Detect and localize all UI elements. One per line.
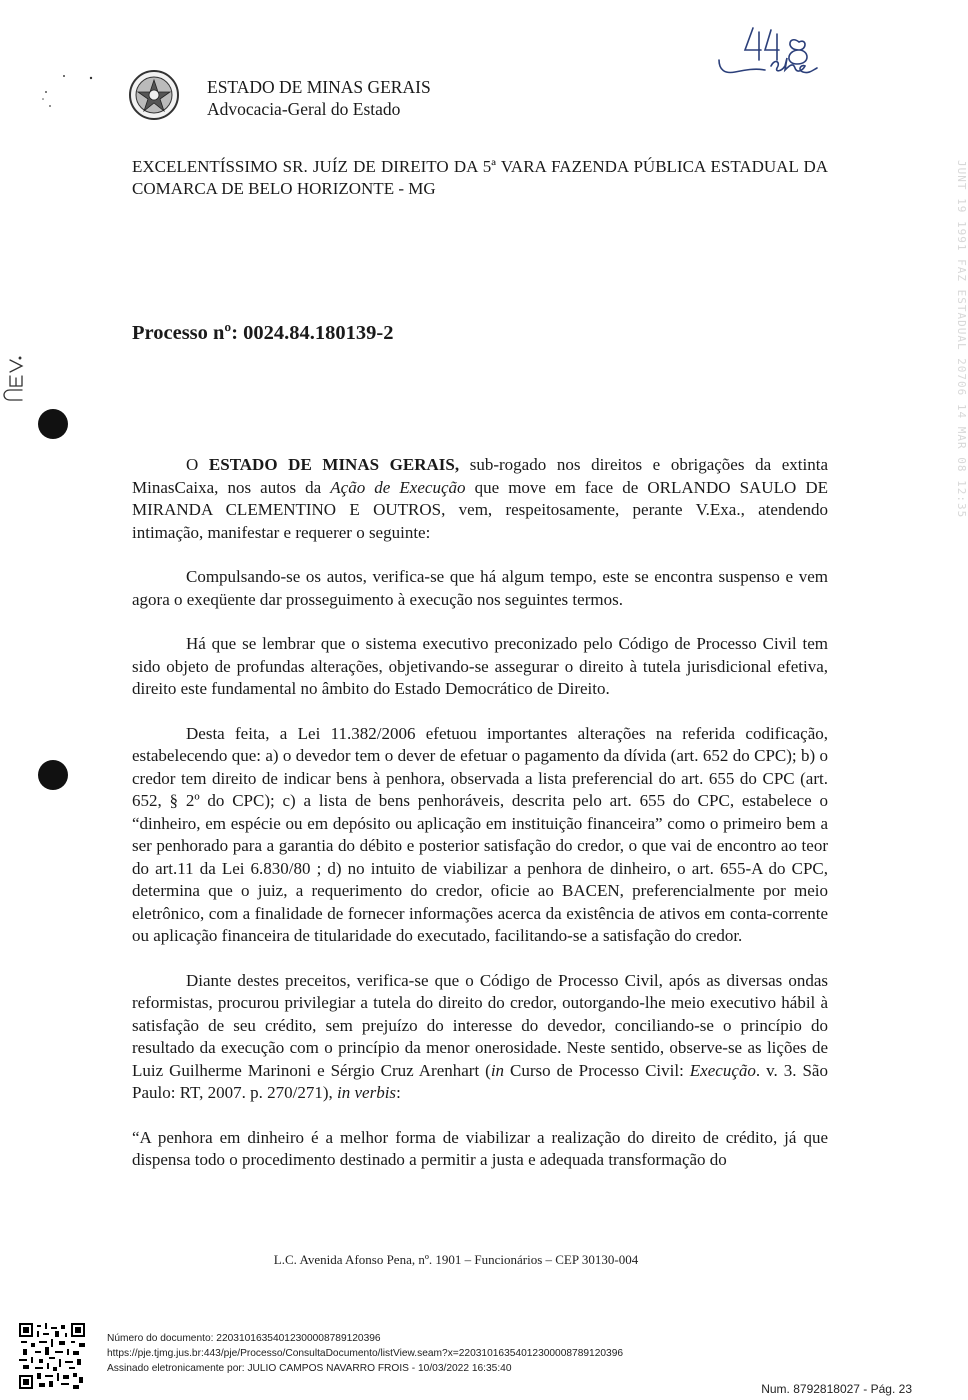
document-number: Número do documento: 22031016354012300008789120396 <box>107 1333 381 1344</box>
p5-text-d: : <box>396 1083 401 1102</box>
scan-speckles <box>34 68 104 118</box>
letterhead <box>207 76 431 120</box>
agency-name: Advocacia-Geral do Estado <box>207 99 401 119</box>
party-name: ESTADO DE MINAS GERAIS, <box>208 455 460 474</box>
qr-code-icon <box>19 1323 85 1389</box>
p1-lead: O <box>186 455 209 474</box>
handwritten-margin-mark <box>2 356 28 402</box>
p5-in-verbis: in verbis <box>337 1083 397 1102</box>
p5-text-a: Diante destes preceitos, verifica-se que o Código de Processo Civil, após as diversas ondas reformistas, procurou privilegiar a tutela do direito do credor, outorgando-lhe meio executivo hábil à satisfação de seu crédito, sem prejuízo do interesse do devedor, conciliando-se o princípio do resultado da execução com o princípio da menor onerosidade. Neste sentido, observe-se as lições de Luiz Guilherme Marinoni e Sérgio Cruz Arenhart ( <box>132 970 828 1080</box>
p1-text-a: sub-rogado nos direitos e obrigações da extinta MinasCaixa, nos autos da <box>132 455 829 497</box>
process-number: Processo nº: 0024.84.180139-2 <box>132 322 394 344</box>
signature-block <box>107 1331 623 1376</box>
paragraph-quote: “A penhora em dinheiro é a melhor forma de viabilizar a realização do direito de crédito, já que dispensa todo o procedimento destinado a permitir a justa e adequada transformação do <box>132 1127 828 1169</box>
state-name: ESTADO DE MINAS GERAIS <box>207 77 431 97</box>
p5-in: in <box>490 1060 505 1080</box>
paragraph-1 <box>132 454 828 544</box>
paragraph-4: Desta feita, a Lei 11.382/2006 efetuou importantes alterações na referida codificação, estabelecendo que: a) o devedor tem o dever de efetuar o pagamento da dívida (art. 652 do CPC); b) o credor tem direito de indicar bens à penhora, observada a lista preferencial do art. 655 do CPC (art. 652, § 2º do CPC); c) a lista de bens penhoráveis, descrita pelo art. 655 do CPC, estabelece o “dinheiro, em espécie ou em depósito ou aplicação em instituição financeira” como o primeiro bem a ser penhorado para a garantia do débito e posterior satisfação do credor, o que vai de encontro ao teor do art.11 da Lei 6.830/80 ; d) no intuito de viabilizar a penhora de dinheiro, o art. 655-A do CPC, determina que o juiz, a requerimento do credor, oficie ao BACEN, preferencialmente por meio eletrônico, com a finalidade de fornecer informações acerca da existência de ativos em conta-corrente ou aplicação financeira de titularidade do executado, facilitando-se a satisfação do credor. <box>132 723 828 945</box>
receipt-stamp: JUNT 19 1991 FAZ ESTADUAL 20706 14 MAR 08 12:35 <box>955 160 968 519</box>
p5-text-b: Curso de Processo Civil: <box>504 1060 690 1080</box>
page-number: Num. 8792818027 - Pág. 23 <box>761 1382 912 1396</box>
document-url[interactable]: https://pje.tjmg.jus.br:443/pje/Processo/ConsultaDocumento/listView.seam?x=22031016354012300008789120396 <box>107 1348 624 1359</box>
p5-text-c: . v. 3. São Paulo: RT, 2007. p. 270/271), <box>132 1060 828 1102</box>
state-seal-icon <box>128 68 180 122</box>
punch-hole <box>38 760 68 790</box>
petition-body <box>132 454 828 1194</box>
p1-text-b: que move em face de ORLANDO SAULO DE MIRANDA CLEMENTINO E OUTROS, vem, respeitosamente, perante V.Exa., atendendo intimação, manifestar e requerer o seguinte: <box>132 477 828 542</box>
paragraph-3: Há que se lembrar que o sistema executivo preconizado pelo Código de Processo Civil tem sido objeto de profundas alterações, objetivando-se assegurar o direito à tutela jurisdicional efetiva, direito este fundamental no âmbito do Estado Democrático de Direito. <box>132 634 828 698</box>
handwritten-page-mark <box>715 20 835 90</box>
signed-by: Assinado eletronicamente por: JULIO CAMPOS NAVARRO FROIS - 10/03/2022 16:35:40 <box>107 1363 512 1374</box>
footer-address: L.C. Avenida Afonso Pena, nº. 1901 – Funcionários – CEP 30130-004 <box>273 1252 639 1267</box>
addressee: EXCELENTÍSSIMO SR. JUÍZ DE DIREITO DA 5ª VARA FAZENDA PÚBLICA ESTADUAL DA COMARCA DE BELO HORIZONTE - MG <box>132 157 828 198</box>
p5-execucao: Execução <box>689 1060 756 1080</box>
paragraph-2: Compulsando-se os autos, verifica-se que há algum tempo, este se encontra suspenso e vem agora o exeqüente dar prosseguimento à execução nos seguintes termos. <box>132 567 828 609</box>
paragraph-5 <box>132 970 828 1105</box>
punch-hole <box>38 409 68 439</box>
action-name: Ação de Execução <box>330 477 466 497</box>
